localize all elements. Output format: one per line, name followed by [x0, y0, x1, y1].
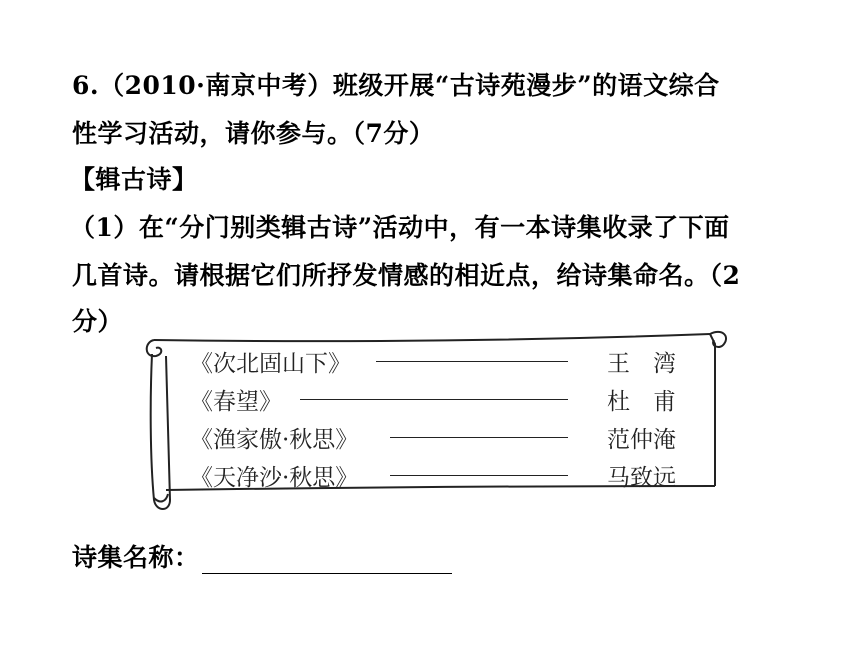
poem-title-1: 《次北固山下》 — [190, 351, 351, 377]
dash-4 — [390, 475, 568, 476]
question-line-4: （1）在“分门别类辑古诗”活动中，有一本诗集收录了下面 — [70, 213, 730, 242]
poem-title-3: 《渔家傲·秋思》 — [190, 427, 359, 453]
section-heading: 【辑古诗】 — [70, 165, 198, 194]
dash-3 — [390, 437, 568, 438]
answer-blank[interactable] — [202, 547, 452, 574]
question-line-6: 分） — [72, 307, 124, 336]
dash-2 — [300, 399, 568, 400]
poem-author-4: 马致远 — [607, 465, 676, 491]
question-line-2: 性学习活动，请你参与。（7分） — [72, 119, 435, 148]
poem-author-1: 王 湾 — [607, 351, 676, 377]
question-line-5: 几首诗。请根据它们所抒发情感的相近点，给诗集命名。（2 — [72, 261, 741, 290]
question-line-1: 6.（2010·南京中考）班级开展“古诗苑漫步”的语文综合 — [72, 71, 720, 100]
poem-author-3: 范仲淹 — [607, 427, 676, 453]
poem-title-4: 《天净沙·秋思》 — [190, 465, 359, 491]
dash-1 — [376, 361, 568, 362]
answer-line — [72, 538, 452, 574]
poem-author-2: 杜 甫 — [607, 389, 676, 415]
answer-label: 诗集名称： — [72, 543, 200, 572]
poem-title-2: 《春望》 — [190, 389, 282, 415]
